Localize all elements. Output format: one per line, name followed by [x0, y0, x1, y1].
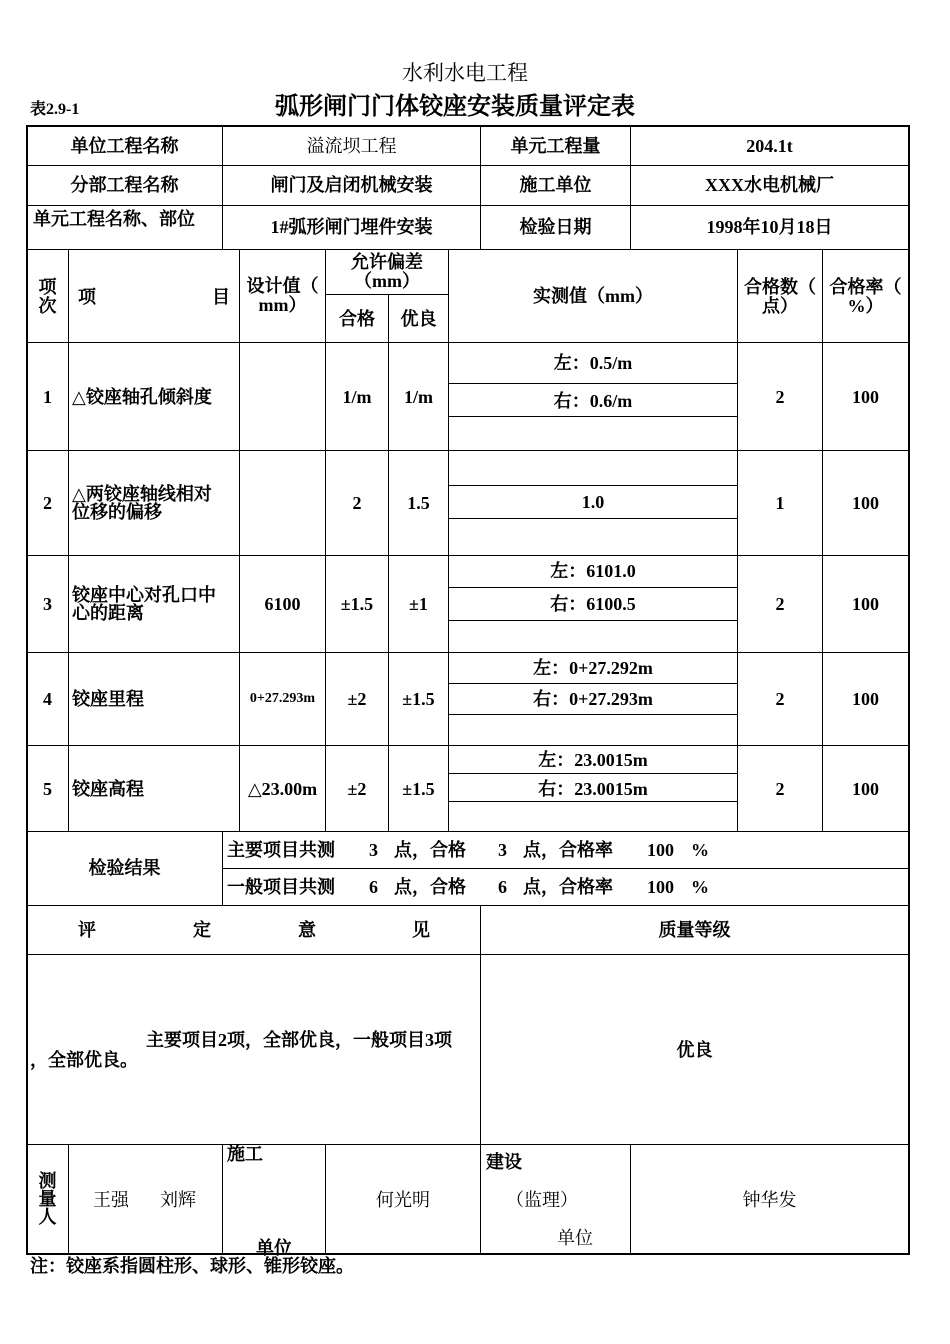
- row-index: 1: [43, 387, 52, 407]
- main-result-pct: %: [691, 840, 709, 860]
- row-count: 1: [775, 493, 785, 513]
- row-count: 2: [775, 689, 785, 709]
- opinion-header-3: 意: [298, 920, 316, 940]
- date-label: 检验日期: [519, 217, 592, 237]
- row-measured-1: 左：6101.0: [550, 561, 636, 581]
- date-value: 1998年10月18日: [706, 217, 833, 237]
- grade-header: 质量等级: [658, 920, 731, 940]
- header-pass-rate: 合格率（ %）: [829, 277, 902, 316]
- row-index: 3: [43, 594, 52, 614]
- opinion-header-4: 见: [412, 920, 430, 940]
- row-measured-2: 右：0.6/m: [553, 391, 633, 411]
- row-count: 2: [775, 387, 785, 407]
- row-count: 2: [775, 779, 785, 799]
- constructor-value: XXX水电机械厂: [705, 175, 834, 195]
- row-qualified: ±2: [347, 779, 367, 799]
- result-label: 检验结果: [88, 858, 161, 878]
- row-item: 铰座中心对孔口中 心的距离: [72, 585, 216, 623]
- owner-person: 钟华发: [742, 1190, 797, 1210]
- row-measured-1: 左：23.0015m: [538, 750, 648, 770]
- general-result-points: 6: [369, 877, 378, 897]
- row-rate: 100: [852, 594, 879, 614]
- construction-label-top: 施工: [227, 1144, 263, 1164]
- row-design: 0+27.293m: [249, 691, 316, 706]
- row-qualified: ±2: [347, 689, 367, 709]
- surveyor-label: 测 量 人: [38, 1171, 57, 1227]
- element-label: 单元工程名称、部位: [33, 209, 195, 229]
- row-design: 6100: [264, 594, 301, 614]
- row-measured-2: 1.0: [581, 492, 605, 512]
- header-design: 设计值（ mm）: [246, 276, 319, 315]
- grade-value: 优良: [676, 1040, 713, 1060]
- quantity-label: 单元工程量: [510, 136, 601, 156]
- row-qualified: 1/m: [342, 387, 372, 407]
- quantity-value: 204.1t: [746, 136, 793, 156]
- owner-label-line-3: 单位: [557, 1228, 593, 1248]
- header-qualified: 合格: [339, 309, 375, 329]
- main-result-prefix: 主要项目共测: [227, 840, 335, 860]
- row-rate: 100: [852, 779, 879, 799]
- page-title: 弧形闸门门体铰座安装质量评定表: [275, 94, 635, 120]
- row-rate: 100: [852, 387, 879, 407]
- table-number: 表2.9-1: [30, 101, 80, 118]
- main-result-points: 3: [369, 840, 378, 860]
- sub-project-value: 闸门及启闭机械安装: [270, 175, 433, 195]
- row-excellent: ±1: [409, 594, 428, 614]
- header-excellent: 优良: [400, 309, 437, 329]
- row-excellent: 1.5: [407, 493, 430, 513]
- row-excellent: ±1.5: [402, 689, 435, 709]
- main-result-mid: 点，合格: [394, 840, 466, 860]
- row-qualified: ±1.5: [340, 594, 374, 614]
- opinion-header-1: 评: [78, 920, 96, 940]
- main-result-rate: 100: [647, 840, 674, 860]
- row-index: 4: [43, 689, 52, 709]
- constructor-label: 施工单位: [519, 175, 592, 195]
- header-item-2: 目: [212, 287, 230, 307]
- unit-project-label: 单位工程名称: [70, 136, 179, 156]
- row-index: 2: [43, 493, 52, 513]
- header-tolerance: 允许偏差 （mm）: [351, 252, 423, 291]
- surveyor-name-1: 王强: [93, 1190, 129, 1210]
- header-pass-count: 合格数（ 点）: [744, 277, 816, 316]
- row-measured-1: 左：0+27.292m: [533, 658, 653, 678]
- general-result-prefix: 一般项目共测: [227, 877, 335, 897]
- row-measured-1: 左：0.5/m: [553, 353, 633, 373]
- main-result-pass: 3: [498, 840, 507, 860]
- row-count: 2: [775, 594, 785, 614]
- row-measured-2: 右：6100.5: [550, 594, 636, 614]
- opinion-text-line-1: 主要项目2项，全部优良，一般项目3项: [146, 1030, 452, 1050]
- opinion-header-2: 定: [193, 920, 211, 940]
- general-result-mid: 点，合格: [394, 877, 466, 897]
- row-index: 5: [43, 779, 52, 799]
- super-title: 水利水电工程: [402, 61, 528, 85]
- row-excellent: 1/m: [404, 387, 433, 407]
- footnote: 注：铰座系指圆柱形、球形、锥形铰座。: [30, 1256, 354, 1276]
- general-result-pass: 6: [498, 877, 507, 897]
- row-item: 铰座里程: [72, 689, 144, 709]
- row-measured-2: 右：23.0015m: [538, 779, 648, 799]
- row-rate: 100: [852, 689, 879, 709]
- element-value: 1#弧形闸门埋件安装: [270, 217, 433, 237]
- opinion-text-line-2: ，全部优良。: [30, 1050, 138, 1070]
- row-excellent: ±1.5: [402, 779, 435, 799]
- owner-label-line-2: （监理）: [506, 1190, 578, 1210]
- general-result-rate: 100: [647, 877, 674, 897]
- surveyor-name-2: 刘辉: [160, 1190, 196, 1210]
- construction-person: 何光明: [376, 1190, 430, 1210]
- main-result-rate-label: 点，合格率: [523, 840, 613, 860]
- row-qualified: 2: [352, 493, 362, 513]
- unit-project-value: 溢流坝工程: [306, 136, 397, 156]
- sub-project-label: 分部工程名称: [70, 175, 179, 195]
- general-result-pct: %: [691, 877, 709, 897]
- row-rate: 100: [852, 493, 879, 513]
- general-result-rate-label: 点，合格率: [523, 877, 613, 897]
- construction-label-bottom: 单位: [256, 1238, 292, 1258]
- header-item: 项: [78, 287, 96, 307]
- row-item: △铰座轴孔倾斜度: [72, 387, 212, 407]
- header-index: 项 次: [38, 277, 57, 316]
- row-item: 铰座高程: [72, 779, 144, 799]
- row-design: △23.00m: [247, 779, 318, 799]
- header-measured: 实测值（mm）: [533, 286, 653, 306]
- owner-label-line-1: 建设: [486, 1152, 522, 1172]
- row-measured-2: 右：0+27.293m: [533, 689, 653, 709]
- row-item: △两铰座轴线相对 位移的偏移: [72, 484, 212, 522]
